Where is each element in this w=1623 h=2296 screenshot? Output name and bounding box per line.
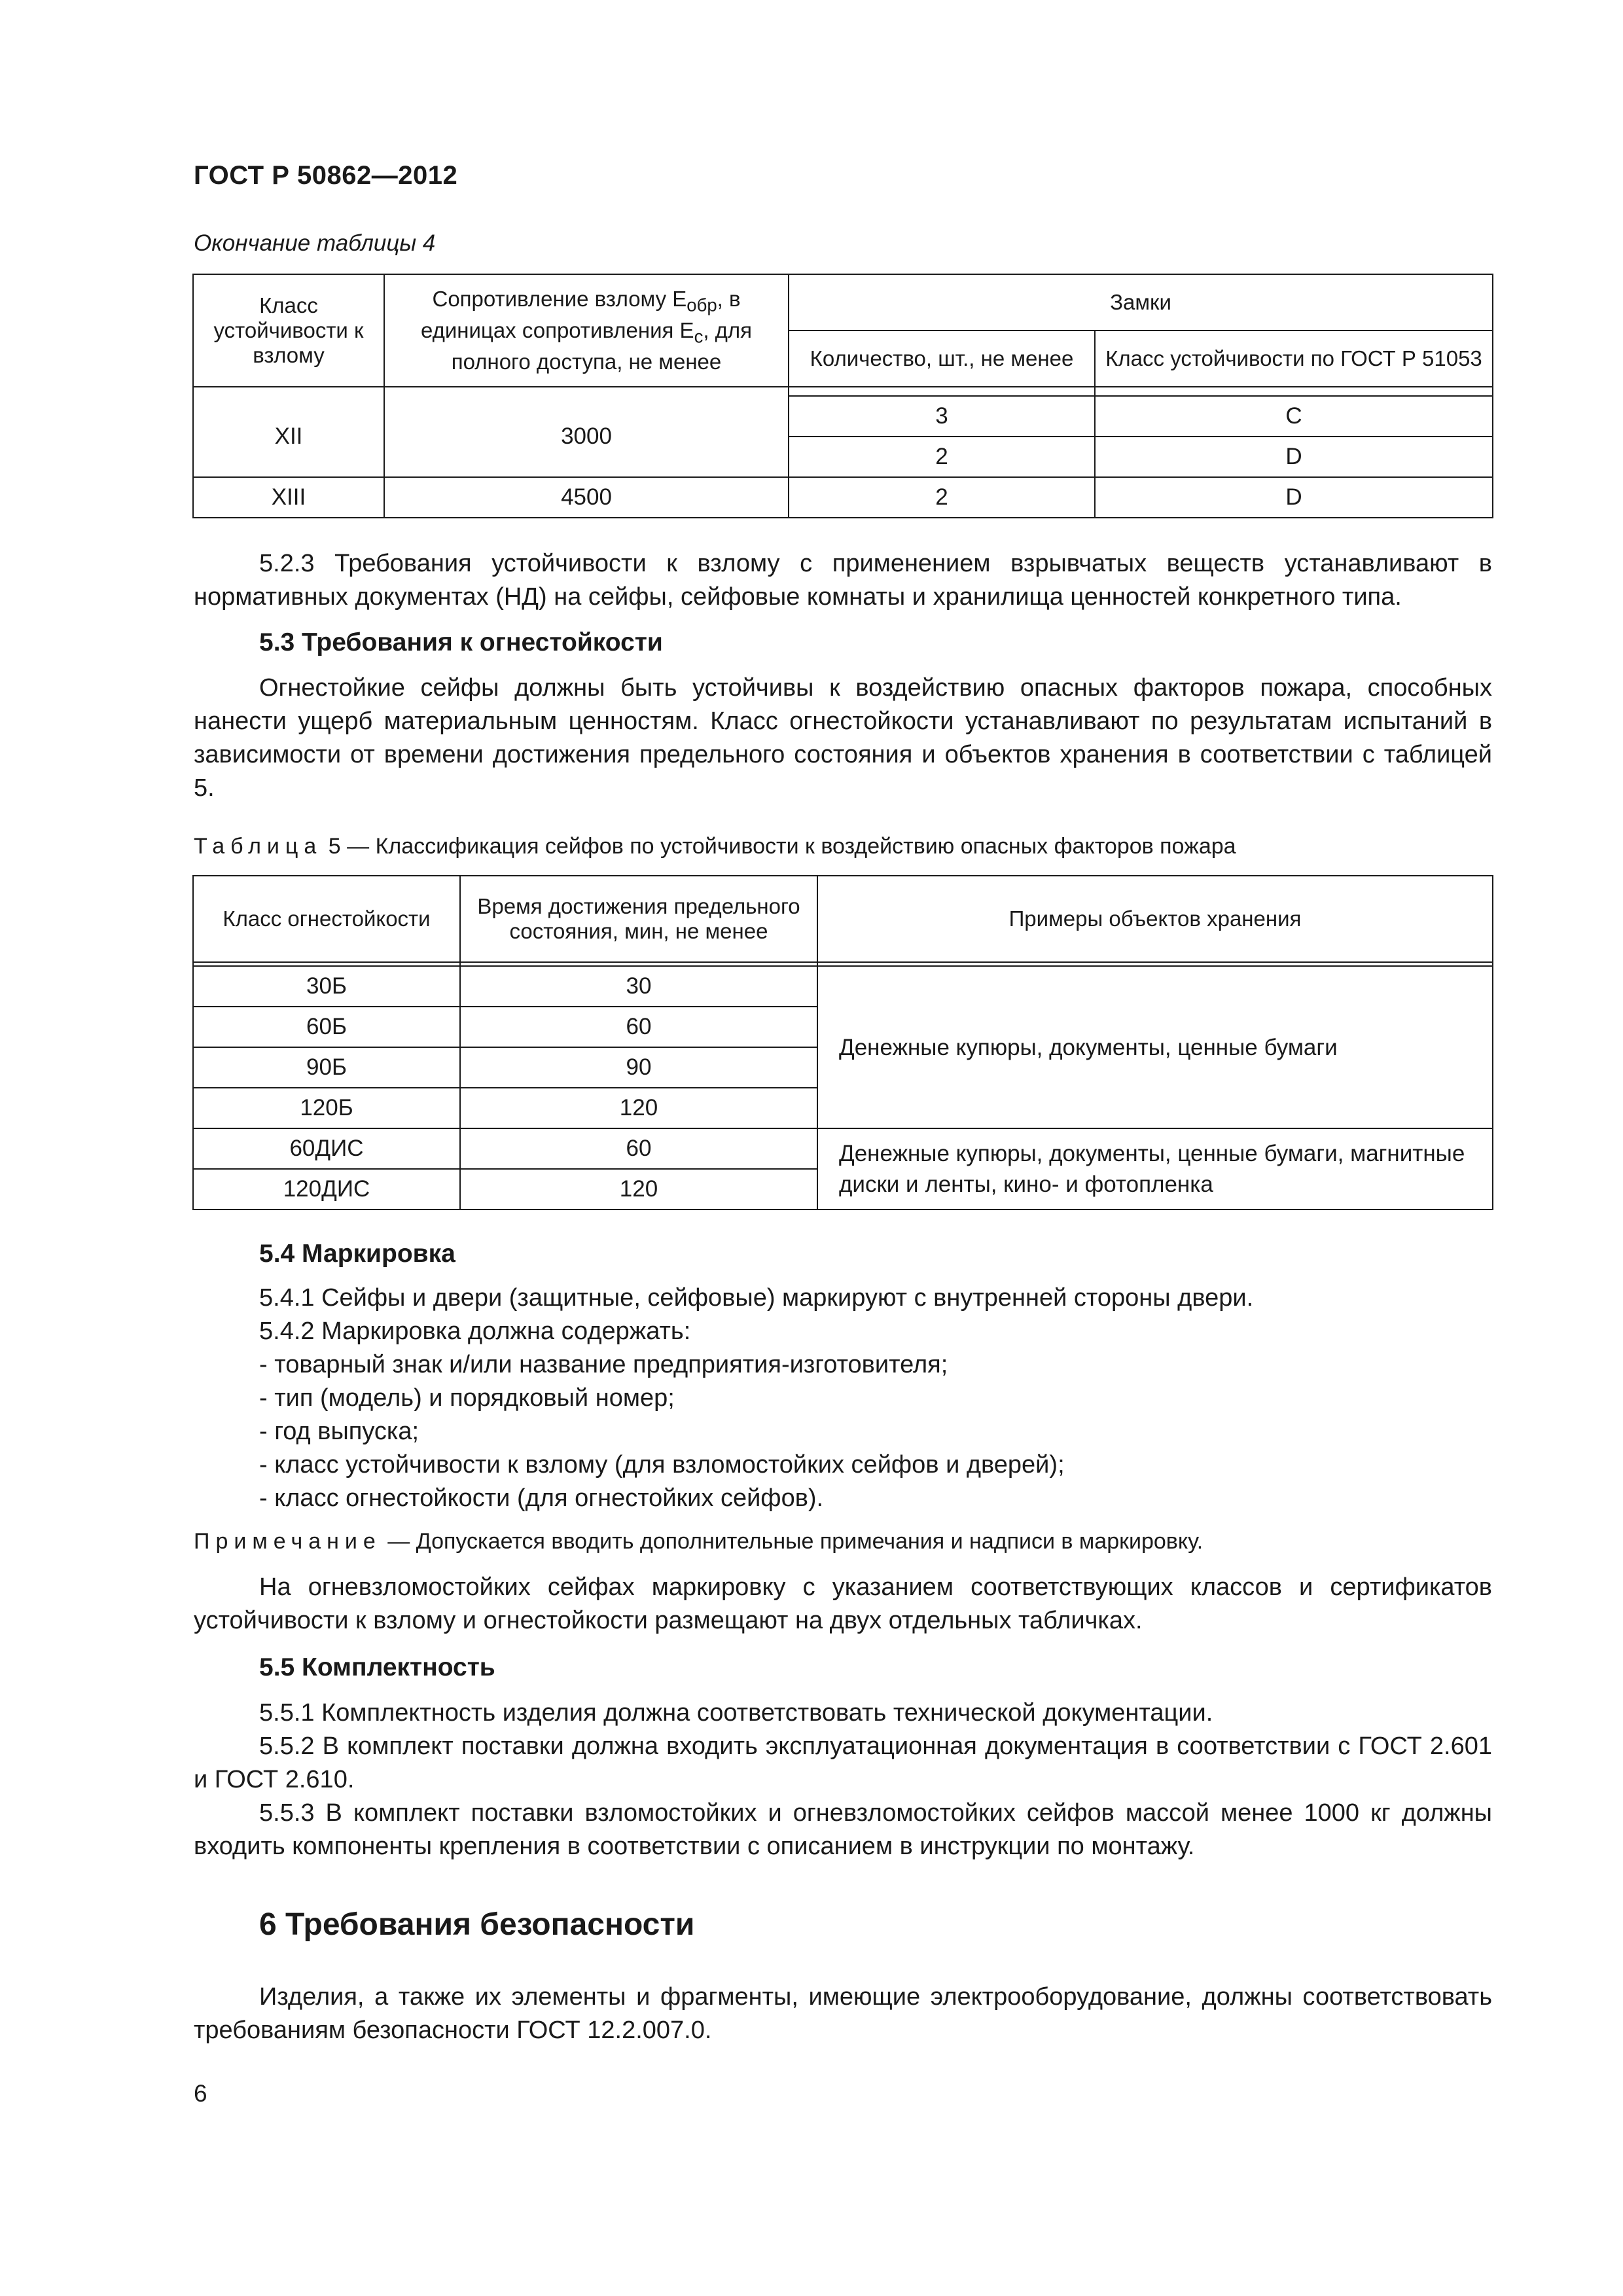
t5-header-examples: Примеры объектов хранения <box>817 876 1493 962</box>
list-item: - тип (модель) и порядковый номер; <box>259 1384 675 1412</box>
t4-header-resistance: Сопротивление взлому $E_{обр}$, в единицах сопротивления $E_c$, для полного доступа, не менее <box>384 274 789 387</box>
t5-cell-class: 90Б <box>193 1047 460 1088</box>
t5-cell-time: 90 <box>460 1047 817 1088</box>
t5-cell-class: 60ДИС <box>193 1128 460 1169</box>
t5-cell-class: 60Б <box>193 1007 460 1047</box>
t5-header-class: Класс огнестойкости <box>193 876 460 962</box>
page-number: 6 <box>194 2080 207 2107</box>
t5-cell-class: 120Б <box>193 1088 460 1128</box>
paragraph-5-4-2: 5.4.2 Маркировка должна содержать: <box>259 1318 691 1345</box>
table-4 <box>192 274 1493 518</box>
table-row <box>193 966 1493 1007</box>
t5-cell-examples: Денежные купюры, документы, ценные бумаги <box>817 966 1493 1128</box>
paragraph-5-5-2: 5.5.2 В комплект поставки должна входить эксплуатационная документация в соответствии с ГОСТ 2.601 и ГОСТ 2.610. <box>194 1732 1492 1793</box>
t4-header-lock-class: Класс устойчивости по ГОСТ Р 51053 <box>1095 331 1493 387</box>
table4-continuation-label: Окончание таблицы 4 <box>194 230 436 256</box>
section-heading-6: 6 Требования безопасности <box>259 1907 695 1942</box>
paragraph-5-3: Огнестойкие сейфы должны быть устойчивы к воздействию опасных факторов пожара, способных нанести ущерб материальным ценностям. Класс огнестойкости устанавливают по результатам испытаний в зависимости от времени достижения предельного состояния и объектов хранения в соответствии с таблицей 5. <box>194 674 1492 802</box>
table5-caption-text: 5 — Классификация сейфов по устойчивости к воздействию опасных факторов пожара <box>328 834 1236 859</box>
t4-header-class: Класс устойчивости к взлому <box>193 274 384 387</box>
t5-cell-time: 120 <box>460 1169 817 1210</box>
section-heading-5-5: 5.5 Комплектность <box>259 1653 495 1681</box>
table-row <box>193 477 1493 518</box>
t4-cell-lock-count: 3 <box>789 396 1095 437</box>
t5-cell-class: 120ДИС <box>193 1169 460 1210</box>
t4-header-lock-count: Количество, шт., не менее <box>789 331 1095 387</box>
list-item: - класс устойчивости к взлому (для взломостойких сейфов и дверей); <box>259 1451 1065 1479</box>
note <box>194 1529 1203 1554</box>
t4-cell-class: XIII <box>193 477 384 518</box>
list-item: - товарный знак и/или название предприятия-изготовителя; <box>259 1351 948 1378</box>
table5-caption <box>194 834 1236 859</box>
t5-cell-time: 30 <box>460 966 817 1007</box>
t5-cell-examples: Денежные купюры, документы, ценные бумаги, магнитные диски и ленты, кино- и фотопленка <box>817 1128 1493 1210</box>
t4-cell-resistance: 3000 <box>384 396 789 477</box>
document-header: ГОСТ Р 50862—2012 <box>194 161 458 190</box>
t4-header-locks: Замки <box>789 274 1493 331</box>
table5-caption-label: Таблица <box>194 834 323 859</box>
note-label: Примечание <box>194 1529 382 1554</box>
t4-cell-lock-count: 2 <box>789 477 1095 518</box>
t4-cell-class: XII <box>193 396 384 477</box>
t4-cell-lock-count: 2 <box>789 437 1095 477</box>
note-text: — Допускается вводить дополнительные примечания и надписи в маркировку. <box>381 1529 1204 1554</box>
table-row <box>193 1128 1493 1169</box>
list-item: - класс огнестойкости (для огнестойких сейфов). <box>259 1484 824 1512</box>
t4-cell-lock-class: C <box>1095 396 1493 437</box>
paragraph-5-5-3: 5.5.3 В комплект поставки взломостойких и огневзломостойких сейфов массой менее 1000 кг должны входить компоненты крепления в соответствии с описанием в инструкции по монтажу. <box>194 1799 1492 1860</box>
paragraph-5-4-1: 5.4.1 Сейфы и двери (защитные, сейфовые) маркируют с внутренней стороны двери. <box>259 1284 1254 1312</box>
paragraph-5-5-1: 5.5.1 Комплектность изделия должна соответствовать технической документации. <box>259 1699 1213 1727</box>
t5-cell-class: 30Б <box>193 966 460 1007</box>
t4-cell-lock-class: D <box>1095 477 1493 518</box>
t4-cell-lock-class: D <box>1095 437 1493 477</box>
section-heading-5-3: 5.3 Требования к огнестойкости <box>259 628 663 656</box>
t5-cell-time: 60 <box>460 1128 817 1169</box>
paragraph-5-4-end: На огневзломостойких сейфах маркировку с указанием соответствующих классов и сертификатов устойчивости к взлому и огнестойкости размещают на двух отдельных табличках. <box>194 1573 1492 1634</box>
list-item: - год выпуска; <box>259 1418 419 1445</box>
t5-header-time: Время достижения предельного состояния, мин, не менее <box>460 876 817 962</box>
paragraph-6: Изделия, а также их элементы и фрагменты, имеющие электрооборудование, должны соответствовать требованиям безопасности ГОСТ 12.2.007.0. <box>194 1983 1492 2044</box>
table-row <box>193 396 1493 437</box>
paragraph-5-2-3: 5.2.3 Требования устойчивости к взлому с применением взрывчатых веществ устанавливают в нормативных документах (НД) на сейфы, сейфовые комнаты и хранилища ценностей конкретного типа. <box>194 550 1492 611</box>
t5-cell-time: 60 <box>460 1007 817 1047</box>
table-5 <box>192 875 1493 1210</box>
t4-cell-resistance: 4500 <box>384 477 789 518</box>
section-heading-5-4: 5.4 Маркировка <box>259 1240 455 1268</box>
t5-cell-time: 120 <box>460 1088 817 1128</box>
